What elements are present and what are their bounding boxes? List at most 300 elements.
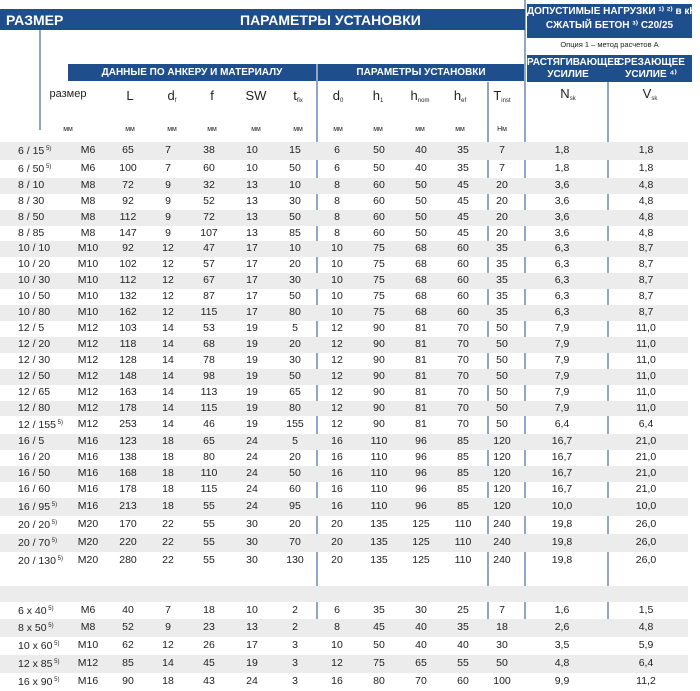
table-cell: 240 [493, 517, 511, 530]
table-cell: 8 [334, 226, 340, 239]
table-cell: 3,6 [554, 226, 570, 239]
table-cell: 8,7 [604, 305, 688, 321]
table-cell: 11,0 [636, 353, 656, 366]
size-value: 8 / 30 [18, 194, 45, 207]
table-cell: 40 [122, 603, 134, 616]
size-cell [0, 434, 68, 450]
table-cell: 75 [358, 305, 400, 321]
table-cell: 65 [188, 434, 230, 450]
column-unit-Tinst: Нм [497, 126, 507, 133]
table-cell: 26,0 [604, 534, 688, 552]
table-cell: 68 [400, 273, 442, 289]
column-header-subscript: ef [461, 98, 467, 104]
table-cell: 19,8 [551, 517, 573, 530]
table-cell: 12 [148, 305, 188, 321]
table-cell: M10 [68, 273, 108, 289]
table-cell: 3 [292, 675, 298, 688]
table-cell: 60 [457, 258, 469, 271]
column-header-subscript: sk [651, 96, 658, 102]
column-header-label: h [453, 88, 462, 103]
table-cell: 5 [274, 434, 316, 450]
column-header-label: t [293, 88, 297, 103]
size-cell [0, 482, 68, 498]
size-value: 12 / 65 [18, 385, 51, 398]
table-cell: 90 [373, 353, 385, 366]
footnote-marker: 5) [55, 420, 63, 427]
size-value: 20 / 20 [18, 518, 51, 531]
table-cell: 130 [286, 553, 304, 566]
table-cell: 50 [373, 161, 385, 174]
table-cell: 45 [457, 194, 469, 207]
size-value: 16 / 20 [18, 451, 51, 464]
table-cell: 10 [316, 305, 358, 321]
size-cell [0, 142, 68, 160]
table-cell: 45 [188, 655, 230, 673]
table-cell: 132 [119, 290, 137, 303]
table-cell: 19,8 [551, 553, 573, 566]
table-cell: 7,9 [554, 353, 570, 366]
table-cell: 55 [442, 655, 484, 673]
table-cell: 22 [162, 517, 174, 530]
table-cell: 120 [493, 483, 511, 496]
table-row [0, 337, 688, 353]
table-cell: 55 [188, 498, 230, 516]
table-cell: 253 [119, 418, 137, 431]
table-cell: 78 [203, 353, 215, 366]
table-cell: 9 [148, 178, 188, 194]
table-row [0, 385, 688, 401]
table-cell: 24 [230, 434, 274, 450]
table-cell: 125 [412, 517, 430, 530]
table-cell: 11,0 [604, 337, 688, 353]
size-cell [0, 655, 68, 673]
table-cell: 50 [274, 369, 316, 385]
table-cell: 110 [454, 553, 472, 566]
table-cell: 30 [274, 273, 316, 289]
table-cell: 18 [484, 619, 520, 637]
table-cell: 115 [188, 401, 230, 417]
table-cell: 96 [400, 466, 442, 482]
table-cell: 22 [162, 553, 174, 566]
table-cell: 60 [442, 305, 484, 321]
table-cell: M10 [68, 305, 108, 321]
table-cell: 40 [400, 142, 442, 160]
column-header-subscript: fix [296, 98, 303, 104]
table-cell: 81 [415, 385, 427, 398]
table-cell: 35 [442, 142, 484, 160]
table-cell: 50 [496, 385, 508, 398]
table-cell: 60 [457, 290, 469, 303]
table-cell: 30 [246, 553, 258, 566]
table-cell: M12 [77, 385, 99, 398]
table-cell: 26 [203, 639, 215, 652]
column-header-subscript: inst [501, 98, 511, 104]
table-cell: 8 [334, 194, 340, 207]
table-cell: 135 [370, 517, 388, 530]
size-value: 10 / 80 [18, 306, 51, 319]
table-cell: 90 [358, 337, 400, 353]
table-cell: 53 [203, 321, 215, 334]
table-cell: 52 [203, 194, 215, 207]
table-row [0, 210, 688, 226]
table-cell: 13 [246, 226, 258, 239]
table-cell: 40 [400, 619, 442, 637]
table-cell: 5 [292, 321, 298, 334]
table-cell: 12 [162, 290, 174, 303]
table-cell: 1,6 [554, 603, 570, 616]
table-cell: 19 [230, 655, 274, 673]
table-cell: M16 [68, 466, 108, 482]
table-cell: 13 [230, 619, 274, 637]
table-cell: 21,0 [604, 466, 688, 482]
table-cell: M12 [77, 418, 99, 431]
table-cell: 60 [442, 273, 484, 289]
table-cell: 170 [119, 517, 137, 530]
table-cell: 24 [230, 498, 274, 516]
table-cell: 135 [370, 553, 388, 566]
table-cell: 35 [484, 305, 520, 321]
table-cell: 70 [442, 337, 484, 353]
table-cell: 12 [316, 337, 358, 353]
table-cell: 25 [457, 603, 469, 616]
table-cell: 20 [289, 258, 301, 271]
table-cell: 50 [496, 353, 508, 366]
table-cell: 98 [188, 369, 230, 385]
table-cell: 9 [165, 194, 171, 207]
table-cell: 10 [331, 258, 343, 271]
table-cell: 81 [415, 418, 427, 431]
table-row [0, 142, 688, 160]
table-row [0, 226, 688, 242]
column-header-subscript: 1 [379, 98, 384, 104]
table-cell: 213 [108, 498, 148, 516]
table-cell: 75 [373, 258, 385, 271]
table-cell: 120 [484, 466, 520, 482]
table-cell: 55 [203, 517, 215, 530]
table-cell: 85 [457, 483, 469, 496]
table-cell: 92 [108, 241, 148, 257]
shear-header: СРЕЗАЮЩЕЕ УСИЛИЕ ⁴⁾ [617, 57, 685, 80]
table-cell: 110 [358, 434, 400, 450]
table-cell: 20 [484, 210, 520, 226]
table-cell: M8 [80, 226, 96, 239]
size-value: 10 / 30 [18, 274, 51, 287]
table-cell: M8 [68, 619, 108, 637]
table-cell: 4,8 [638, 226, 654, 239]
table-cell: 14 [148, 655, 188, 673]
column-header-label: размер [49, 88, 87, 100]
table-cell: 112 [108, 210, 148, 226]
table-cell: 30 [289, 353, 301, 366]
table-cell: 107 [200, 226, 218, 239]
table-cell: 35 [457, 161, 469, 174]
table-cell: 68 [415, 290, 427, 303]
table-cell: 15 [274, 142, 316, 160]
table-cell: 18 [148, 434, 188, 450]
table-cell: 220 [108, 534, 148, 552]
table-row [0, 516, 688, 534]
size-cell [0, 498, 68, 516]
table-cell: 12 [162, 258, 174, 271]
table-cell: M10 [68, 241, 108, 257]
table-cell: 10 [274, 241, 316, 257]
table-cell: 40 [457, 639, 469, 652]
size-value: 16 / 60 [18, 483, 51, 496]
table-cell: 6,4 [604, 655, 688, 673]
table-cell: 19 [246, 353, 258, 366]
table-cell: 60 [442, 241, 484, 257]
table-row [0, 289, 688, 305]
table-cell: 68 [188, 337, 230, 353]
size-cell [0, 160, 68, 178]
table-cell: 110 [370, 451, 388, 464]
size-value: 6 / 50 [18, 162, 45, 175]
size-cell [0, 226, 68, 242]
table-cell: 2 [292, 603, 298, 616]
size-cell [0, 194, 68, 210]
table-cell: 70 [457, 418, 469, 431]
table-cell: 125 [412, 553, 430, 566]
table-row [0, 194, 688, 210]
table-cell: 7,9 [554, 321, 570, 334]
footnote-marker: 5) [55, 555, 63, 562]
column-unit-d0: мм [333, 126, 343, 133]
table-cell: M16 [77, 483, 99, 496]
table-cell: 50 [415, 194, 427, 207]
table-cell: 55 [188, 534, 230, 552]
table-cell: 9 [148, 619, 188, 637]
table-cell: 26,0 [635, 517, 657, 530]
table-cell: 81 [400, 401, 442, 417]
size-value: 20 / 130 [18, 554, 56, 567]
table-cell: 110 [358, 466, 400, 482]
size-value: 12 / 20 [18, 337, 51, 350]
size-cell [0, 401, 68, 417]
table-cell: 85 [457, 451, 469, 464]
footnote-marker: 5) [52, 659, 60, 666]
table-cell: 178 [119, 483, 137, 496]
table-cell: 110 [358, 498, 400, 516]
table-cell: 30 [289, 194, 301, 207]
table-cell: 16,7 [520, 434, 604, 450]
table-cell: 75 [373, 290, 385, 303]
size-value: 8 / 50 [18, 210, 45, 223]
table-cell: 18 [148, 498, 188, 516]
table-row [0, 552, 688, 570]
column-header-label: T [493, 88, 502, 103]
table-cell: 35 [373, 603, 385, 616]
params-title: ПАРАМЕТРЫ УСТАНОВКИ [240, 12, 421, 28]
data-table [0, 142, 688, 691]
size-cell [0, 534, 68, 552]
table-cell: 67 [188, 273, 230, 289]
table-cell: 70 [415, 675, 427, 688]
column-unit-h1: мм [373, 126, 383, 133]
size-cell [0, 257, 68, 273]
table-cell: 85 [442, 434, 484, 450]
table-cell: 12 [316, 369, 358, 385]
table-cell: 11,2 [636, 675, 656, 688]
table-cell: 50 [274, 466, 316, 482]
table-cell: 240 [493, 553, 511, 566]
table-cell: 100 [493, 675, 511, 688]
table-cell: M6 [80, 161, 96, 174]
footnote-marker: 5) [44, 146, 52, 152]
table-cell: 240 [484, 534, 520, 552]
table-cell: 17 [246, 290, 258, 303]
table-cell: 178 [108, 401, 148, 417]
table-cell: 8,7 [604, 273, 688, 289]
table-cell: 80 [373, 675, 385, 688]
size-cell [0, 289, 68, 305]
column-header-label: L [126, 88, 134, 103]
table-cell: 35 [484, 241, 520, 257]
table-cell: 65 [108, 142, 148, 160]
table-cell: 10 [230, 142, 274, 160]
table-cell: 45 [457, 226, 469, 239]
spacer-cell [0, 586, 688, 602]
table-cell: 30 [496, 639, 508, 652]
table-cell: 125 [400, 534, 442, 552]
table-cell: 90 [358, 401, 400, 417]
table-cell: 120 [484, 434, 520, 450]
column-header-label: SW [245, 88, 267, 103]
size-value: 16 / 50 [18, 467, 51, 480]
footnote-marker: 5) [50, 519, 58, 526]
footnote-marker: 5) [50, 537, 58, 544]
table-cell: M12 [68, 655, 108, 673]
table-cell: 12 [316, 401, 358, 417]
table-cell: 155 [286, 418, 304, 431]
table-cell: 81 [415, 321, 427, 334]
table-cell: 18 [162, 451, 174, 464]
table-cell: 6,3 [554, 290, 570, 303]
table-row [0, 450, 688, 466]
table-cell: M8 [68, 210, 108, 226]
table-cell: 19 [230, 337, 274, 353]
table-cell: 65 [400, 655, 442, 673]
table-cell: 18 [162, 675, 174, 688]
table-cell: 4,8 [604, 210, 688, 226]
table-row [0, 160, 688, 178]
table-cell: 16,7 [520, 466, 604, 482]
table-cell: 18 [203, 603, 215, 616]
table-row [0, 321, 688, 337]
table-cell: 123 [108, 434, 148, 450]
column-header-subscript: 0 [339, 98, 344, 104]
table-cell: 68 [415, 258, 427, 271]
table-cell: 6 [334, 161, 340, 174]
table-cell: 60 [203, 161, 215, 174]
column-header-label: h [372, 88, 380, 103]
table-cell: 14 [162, 353, 174, 366]
table-cell: 50 [484, 401, 520, 417]
table-cell: 96 [415, 451, 427, 464]
table-cell: 7,9 [520, 369, 604, 385]
table-cell: 75 [358, 241, 400, 257]
table-cell: 24 [246, 483, 258, 496]
size-cell [0, 305, 68, 321]
table-row [0, 305, 688, 321]
footnote-marker: 5) [46, 605, 54, 612]
table-cell: 3,6 [520, 178, 604, 194]
table-cell: 50 [484, 655, 520, 673]
table-cell: M12 [68, 401, 108, 417]
table-cell: 6,3 [520, 305, 604, 321]
table-cell: 35 [496, 290, 508, 303]
table-cell: 113 [200, 385, 218, 398]
table-cell: 21,0 [635, 483, 657, 496]
table-cell: 20 [496, 226, 508, 239]
table-cell: 20 [289, 451, 301, 464]
table-cell: 17 [230, 273, 274, 289]
table-row [0, 273, 688, 289]
table-cell: 81 [400, 369, 442, 385]
table-cell: M12 [77, 321, 99, 334]
footnote-marker: 5) [44, 163, 52, 170]
size-value: 12 / 5 [18, 321, 45, 334]
table-row [0, 534, 688, 552]
size-cell [0, 337, 68, 353]
table-cell: 50 [496, 418, 508, 431]
table-cell: 72 [188, 210, 230, 226]
table-cell: 115 [200, 483, 218, 496]
table-cell: 96 [400, 434, 442, 450]
table-cell: 85 [108, 655, 148, 673]
size-value: 10 / 50 [18, 290, 51, 303]
table-row [0, 655, 688, 673]
footnote-marker: 5) [52, 641, 60, 648]
table-cell: 10,0 [604, 498, 688, 516]
table-row [0, 673, 688, 691]
table-row [0, 257, 688, 273]
table-cell: 45 [442, 210, 484, 226]
table-cell: 14 [148, 337, 188, 353]
column-header-subscript: sk [569, 96, 576, 102]
column-header-label: N [560, 86, 570, 101]
column-unit-df: мм [167, 126, 177, 133]
table-cell: 7 [499, 603, 505, 616]
table-cell: 120 [493, 451, 511, 464]
table-cell: M20 [77, 517, 99, 530]
table-cell: 6,3 [520, 241, 604, 257]
table-cell: 35 [442, 619, 484, 637]
size-cell [0, 619, 68, 637]
size-value: 16 / 95 [18, 500, 51, 513]
table-cell: 47 [188, 241, 230, 257]
table-cell: 60 [358, 178, 400, 194]
table-cell: 8,7 [638, 258, 654, 271]
table-cell: 10 [316, 273, 358, 289]
table-cell: 70 [457, 321, 469, 334]
table-cell: 62 [122, 639, 134, 652]
table-cell: 3,6 [554, 194, 570, 207]
table-cell: 45 [358, 619, 400, 637]
table-cell: 162 [108, 305, 148, 321]
size-value: 6 x 40 [18, 604, 47, 617]
table-cell: 90 [358, 369, 400, 385]
size-cell [0, 385, 68, 401]
table-cell: 24 [246, 675, 258, 688]
table-cell: 85 [289, 226, 301, 239]
table-cell: M16 [68, 434, 108, 450]
size-value: 10 / 10 [18, 242, 51, 255]
table-cell: 87 [203, 290, 215, 303]
table-cell: 40 [415, 161, 427, 174]
table-cell: 20 [484, 178, 520, 194]
table-cell: 12 [162, 639, 174, 652]
table-cell: 13 [246, 194, 258, 207]
